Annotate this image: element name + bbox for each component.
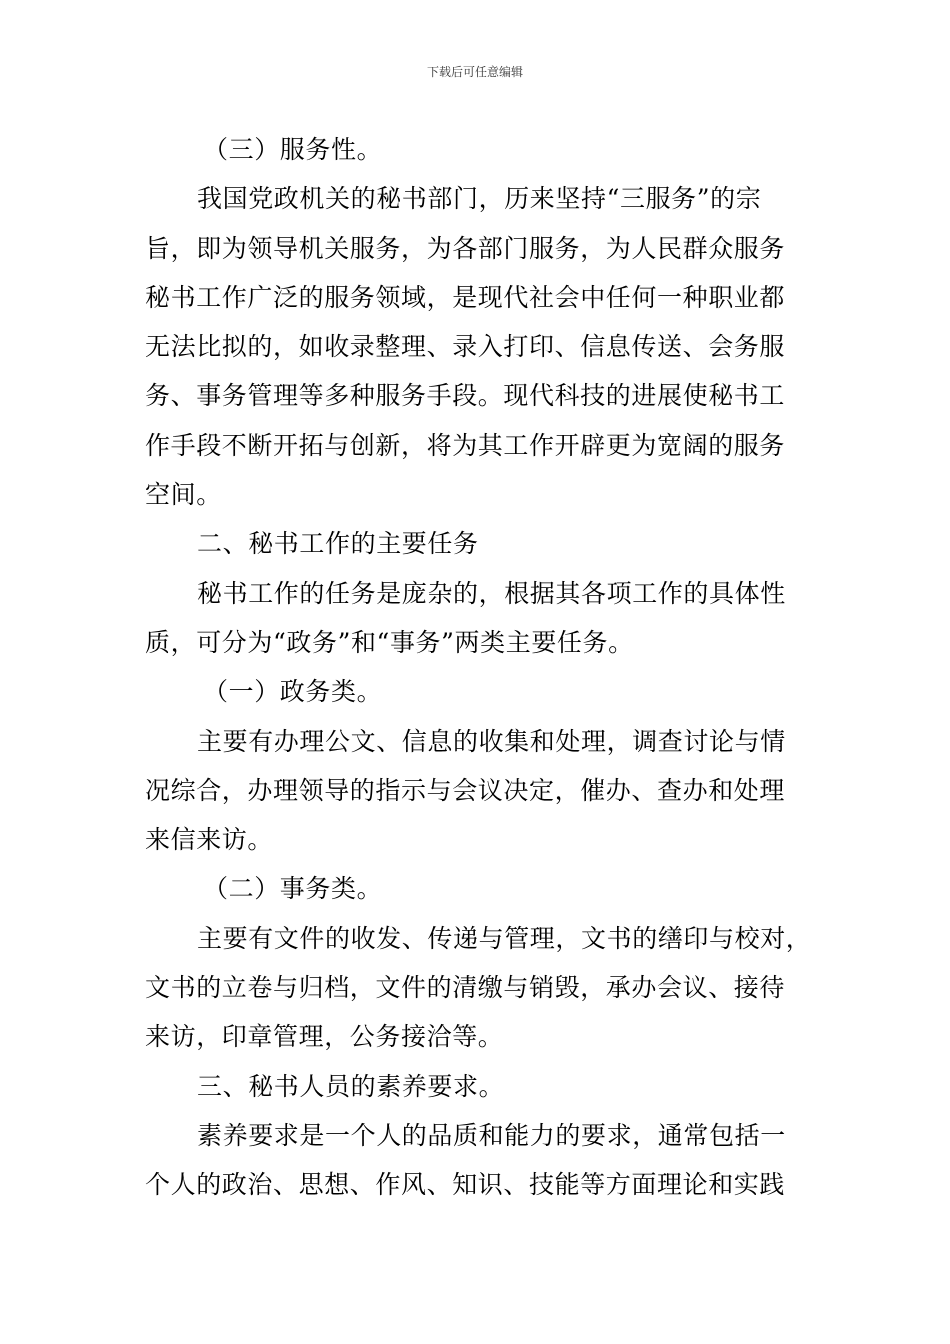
section-heading (145, 667, 810, 716)
paragraph (145, 569, 810, 668)
paragraph (145, 914, 810, 1062)
text-line: 个人的政治、思想、作风、知识、技能等方面理论和实践 (145, 1170, 786, 1200)
text-line: 我国党政机关的秘书部门，历来坚持“三服务”的宗 (197, 184, 762, 214)
paragraph (145, 717, 810, 865)
section-heading (145, 125, 810, 174)
text-line: 秘书工作的任务是庞杂的，根据其各项工作的具体性 (197, 578, 786, 608)
text-line: 质，可分为“政务”和“事务”两类主要任务。 (145, 627, 634, 657)
text-line: 无法比拟的，如收录整理、录入打印、信息传送、会务服 (145, 332, 786, 362)
text-line: 秘书工作广泛的服务领域，是现代社会中任何一种职业都 (145, 282, 786, 312)
text-line: 来访，印章管理，公务接洽等。 (145, 1022, 504, 1052)
text-line: 来信来访。 (145, 825, 274, 855)
section-heading (145, 1062, 810, 1111)
text-line: 况综合，办理领导的指示与会议决定，催办、查办和处理 (145, 775, 786, 805)
text-line: 主要有文件的收发、传递与管理，文书的缮印与校对， (197, 923, 812, 953)
text-line: （一）政务类。 (203, 677, 383, 707)
paragraph (145, 1111, 810, 1210)
paragraph (145, 174, 810, 519)
text-line: 二、秘书工作的主要任务 (197, 529, 479, 559)
text-line: 三、秘书人员的素养要求。 (197, 1071, 505, 1101)
text-line: 文书的立卷与归档，文件的清缴与销毁，承办会议、接待 (145, 973, 786, 1003)
text-line: （三）服务性。 (203, 135, 383, 164)
text-line: 务、事务管理等多种服务手段。现代科技的进展使秘书工 (145, 381, 786, 411)
text-line: 作手段不断开拓与创新，将为其工作开辟更为宽阔的服务 (145, 430, 786, 460)
text-line: 主要有办理公文、信息的收集和处理，调查讨论与情 (197, 726, 786, 756)
document-body (145, 125, 810, 1210)
page-header: 下载后可任意编辑 (426, 65, 523, 79)
section-heading (145, 864, 810, 913)
text-line: 空间。 (145, 480, 222, 510)
section-heading (145, 519, 810, 568)
text-line: 旨，即为领导机关服务，为各部门服务，为人民群众服务 (145, 233, 786, 263)
text-line: 素养要求是一个人的品质和能力的要求，通常包括一 (197, 1120, 786, 1150)
text-line: （二）事务类。 (203, 874, 383, 904)
